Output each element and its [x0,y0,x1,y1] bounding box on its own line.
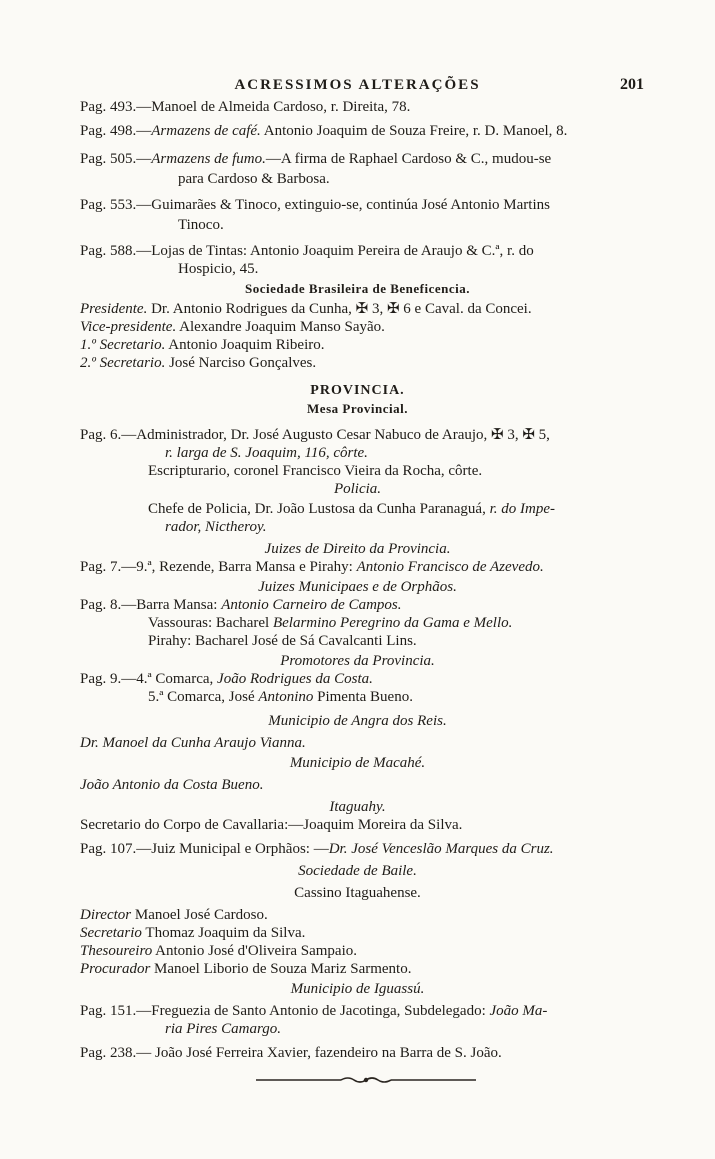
entry-line: Hospicio, 45. [178,261,259,277]
section-subheading: Juizes de Direito da Provincia. [264,541,451,557]
section-heading: Sociedade Brasileira de Beneficencia. [244,281,471,296]
entry-line: Pag. 7.—9.ª, Rezende, Barra Mansa e Pirahy: Antonio Francisco de Azevedo. [80,559,544,575]
entry-line: para Cardoso & Barbosa. [178,171,330,187]
section-subheading: Municipio de Angra dos Reis. [268,713,447,729]
entry-line: 1.º Secretario. Antonio Joaquim Ribeiro. [80,337,325,353]
entry-line: Pag. 238.— João José Ferreira Xavier, fazendeiro na Barra de S. João. [80,1045,502,1061]
entry-line: Pag. 9.—4.ª Comarca, João Rodrigues da Costa. [80,671,373,687]
section-subheading: Municipio de Macahé. [289,755,426,771]
entry-line: rador, Nictheroy. [165,519,267,535]
entry-line: ria Pires Camargo. [165,1021,281,1037]
entry-line: Secretario Thomaz Joaquim da Silva. [80,925,306,941]
ornament-divider [256,1075,476,1085]
entry-line: Pirahy: Bacharel José de Sá Cavalcanti Lins. [148,633,417,649]
entry-line: r. larga de S. Joaquim, 116, côrte. [165,445,368,461]
entry-line: Escripturario, coronel Francisco Vieira da Rocha, côrte. [148,463,483,479]
entry-line: Vassouras: Bacharel Belarmino Peregrino da Gama e Mello. [148,615,513,631]
entry-line: João Antonio da Costa Bueno. [80,777,264,793]
entry-line: Pag. 505.—Armazens de fumo.—A firma de Raphael Cardoso & C., mudou-se [80,151,552,167]
entry-line: Tinoco. [178,217,224,233]
entry-line: 2.º Secretario. José Narciso Gonçalves. [80,355,317,371]
section-subheading: Promotores da Provincia. [280,653,435,669]
section-subheading: Itaguahy. [329,799,386,815]
section-subheading: Municipio de Iguassú. [290,981,425,997]
section-subheading: Cassino Itaguahense. [294,885,421,901]
entry-line: Vice-presidente. Alexandre Joaquim Manso Sayão. [80,319,385,335]
entry-line: 5.ª Comarca, José Antonino Pimenta Bueno. [148,689,413,705]
entry-line: Pag. 8.—Barra Mansa: Antonio Carneiro de Campos. [80,597,402,613]
entry-line: Thesoureiro Antonio José d'Oliveira Sampaio. [80,943,357,959]
page-number: 201 [620,76,644,93]
section-subheading: Sociedade de Baile. [298,863,417,879]
section-heading: PROVINCIA. [310,383,405,398]
section-subheading: Policia. [333,481,382,497]
entry-line: Pag. 107.—Juiz Municipal e Orphãos: —Dr. José Venceslão Marques da Cruz. [80,841,554,857]
entry-line: Pag. 493.—Manoel de Almeida Cardoso, r. Direita, 78. [80,99,411,115]
entry-line: Pag. 553.—Guimarães & Tinoco, extinguio-se, continúa José Antonio Martins [80,197,550,213]
entry-line: Presidente. Dr. Antonio Rodrigues da Cunha, ✠ 3, ✠ 6 e Caval. da Concei. [80,301,532,317]
entry-line: Pag. 151.—Freguezia de Santo Antonio de Jacotinga, Subdelegado: João Ma- [80,1003,548,1019]
entry-line: Dr. Manoel da Cunha Araujo Vianna. [80,735,306,751]
page-header-title: ACRESSIMOS ALTERAÇÕES [234,77,481,93]
entry-line: Pag. 498.—Armazens de café. Antonio Joaquim de Souza Freire, r. D. Manoel, 8. [80,123,568,139]
entry-line: Chefe de Policia, Dr. João Lustosa da Cunha Paranaguá, r. do Impe- [148,501,555,517]
section-subheading: Mesa Provincial. [307,401,408,416]
entry-line: Pag. 588.—Lojas de Tintas: Antonio Joaquim Pereira de Araujo & C.ª, r. do [80,243,534,259]
entry-line: Director Manoel José Cardoso. [80,907,268,923]
section-subheading: Juizes Municipaes e de Orphãos. [258,579,457,595]
entry-line: Pag. 6.—Administrador, Dr. José Augusto Cesar Nabuco de Araujo, ✠ 3, ✠ 5, [80,427,550,443]
entry-line: Secretario do Corpo de Cavallaria:—Joaquim Moreira da Silva. [80,817,463,833]
entry-line: Procurador Manoel Liborio de Souza Mariz Sarmento. [80,961,412,977]
